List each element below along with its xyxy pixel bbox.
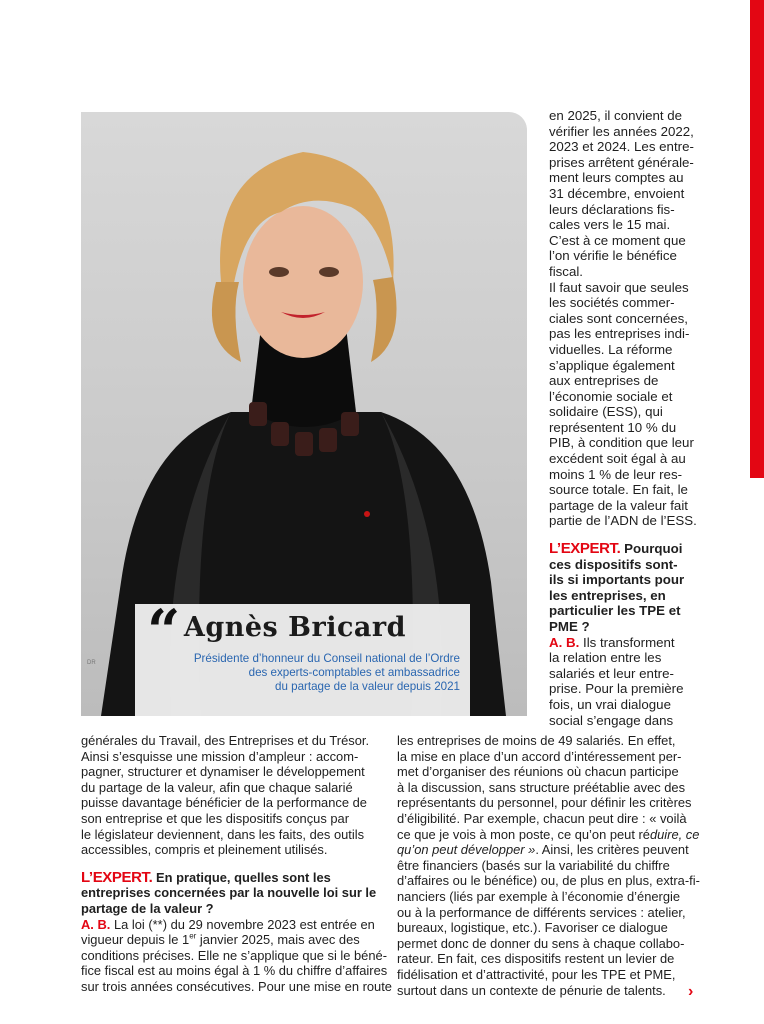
photo-caption <box>135 597 470 716</box>
text-line: surtout dans un contexte de pénurie de talents. <box>397 982 666 998</box>
text-line: fidélisation et d’attractivité, pour les TPE et PME, <box>397 966 676 982</box>
question-line: particulier les TPE et <box>549 603 681 619</box>
answer-line: fice fiscal est au moins égal à 1 % du chiffre d’affaires <box>81 963 388 979</box>
text-line: partage de la valeur fait <box>549 497 688 513</box>
text-line: PIB, à condition que leur <box>549 435 694 451</box>
text-line: leurs déclarations fis- <box>549 201 675 217</box>
text-line: d’affaires ou le bénéfice) ou, de plus en plus, extra-fi- <box>397 873 700 889</box>
text-line: vérifier les années 2022, <box>549 123 694 139</box>
question-line: ils si importants pour <box>549 572 685 588</box>
question-line: ces dispositifs sont- <box>549 556 678 572</box>
left-column <box>81 733 392 995</box>
text-line: l’on vérifie le bénéfice <box>549 248 677 264</box>
text-line: ment leurs comptes au <box>549 170 684 186</box>
text-line: rateur. En fait, ces dispositifs restent un levier de <box>397 951 675 967</box>
answer-initials: A. B. <box>81 916 111 932</box>
photo-credit: DR <box>87 660 96 666</box>
text-line: excédent soit égal à au <box>549 451 686 467</box>
answer-line: A. B. Ils transforment <box>549 634 675 650</box>
text-line: fiscal. <box>549 263 583 279</box>
text-line: en 2025, il convient de <box>549 108 683 123</box>
text-line: solidaire (ESS), qui <box>549 404 663 420</box>
answer-line: salariés et leur entre- <box>549 665 674 681</box>
answer-line: conditions précises. Elle ne s’applique que si le béné- <box>81 947 387 963</box>
text-line: les sociétés commer- <box>549 295 675 311</box>
middle-column <box>397 733 700 998</box>
next-page-icon[interactable]: › <box>688 983 694 1000</box>
answer-line: A. B. La loi (**) du 29 novembre 2023 est entrée en <box>81 916 375 932</box>
expert-label: L’EXPERT. <box>549 540 621 558</box>
section-color-bar <box>750 0 764 478</box>
answer-line: social s’engage dans <box>549 712 674 728</box>
expert-question: L’EXPERT. Pourquoi <box>549 540 683 558</box>
text-line: être financiers (basés sur la variabilité du chiffre <box>397 857 670 873</box>
right-column <box>549 108 697 728</box>
text-line: d’éligibilité. Par exemple, chacun peut dire : « voilà <box>397 810 687 826</box>
text-line: C’est à ce moment que <box>549 232 686 248</box>
answer-line: sur trois années consécutives. Pour une mise en route <box>81 978 392 994</box>
text-line: les entreprises de moins de 49 salariés. En effet, <box>397 733 676 748</box>
text-line: le législateur deviennent, dans les faits, des outils <box>81 826 365 842</box>
text-line: ce que je vois à mon poste, ce qu’on peut réduire, ce <box>397 826 700 842</box>
question-line: partage de la valeur ? <box>81 900 214 916</box>
text-line: son entreprise et que les dispositifs conçus par <box>81 810 349 826</box>
question-line: PME ? <box>549 619 590 634</box>
text-line: bureaux, logistique, etc.). Favoriser ce dialogue <box>397 920 668 936</box>
text-line: représentants du personnel, pour définir les critères <box>397 795 692 811</box>
text-line: 31 décembre, envoient <box>549 185 685 201</box>
answer-line: prise. Pour la première <box>549 681 684 697</box>
text-line: cales vers le 15 mai. <box>549 217 671 233</box>
quote-mark-icon: “ <box>147 597 181 665</box>
answer-initials: A. B. <box>549 634 580 650</box>
question-line: les entreprises, en <box>549 587 666 603</box>
text-line: moins 1 % de leur res- <box>549 466 683 482</box>
text-line: prises arrêtent générale- <box>549 154 694 170</box>
text-line: Ainsi s’esquisse une mission d’ampleur : accom- <box>81 748 359 764</box>
text-line: qu’on peut développer ». Ainsi, les critères peuvent <box>397 842 689 858</box>
text-line: l’économie sociale et <box>549 388 673 404</box>
text-line: viduelles. La réforme <box>549 341 673 357</box>
answer-line: la relation entre les <box>549 650 662 666</box>
text-line: 2023 et 2024. Les entre- <box>549 139 694 155</box>
text-line: aux entreprises de <box>549 373 659 389</box>
text-line: Il faut savoir que seules <box>549 279 689 295</box>
text-line: permet donc de donner du sens à chaque collabo- <box>397 935 685 951</box>
text-line: puisse davantage bénéficier de la performance de <box>81 795 367 811</box>
expert-question: L’EXPERT. En pratique, quelles sont les <box>81 868 331 886</box>
text-line: pas les entreprises indi- <box>549 326 690 342</box>
person-name: Agnès Bricard <box>183 612 406 643</box>
text-line: accessibles, compris et pleinement utilisés. <box>81 842 328 858</box>
text-line: source totale. En fait, le <box>549 482 688 498</box>
person-role: Présidente d’honneur du Conseil national de l’Ordre des experts-comptables et ambassadrice du partage de la valeur depuis 2021 <box>193 652 460 693</box>
text-line: s’applique également <box>549 357 675 373</box>
text-line: ou à la performance de différents services : atelier, <box>397 904 686 920</box>
text-line: ciales sont concernées, <box>549 310 688 326</box>
text-line: la mise en place d’un accord d’intéressement per- <box>397 748 682 764</box>
text-line: nanciers (liés par exemple à l’économie d’énergie <box>397 888 681 904</box>
text-line: générales du Travail, des Entreprises et du Trésor. <box>81 733 370 748</box>
text-line: à la discussion, sans structure préétablie avec des <box>397 779 686 795</box>
text-line: du partage de la valeur, afin que chaque salarié <box>81 779 353 795</box>
text-line: met d’organiser des réunions où chacun participe <box>397 764 679 780</box>
answer-line: fois, un vrai dialogue <box>549 696 671 712</box>
text-line: représentent 10 % du <box>549 419 677 435</box>
expert-label: L’EXPERT. <box>81 868 153 886</box>
question-line: entreprises concernées par la nouvelle loi sur le <box>81 885 377 901</box>
answer-line: vigueur depuis le 1er janvier 2025, mais avec des <box>81 931 360 948</box>
text-line: partie de l’ADN de l’ESS. <box>549 513 697 529</box>
text-line: pagner, structurer et dynamiser le développement <box>81 764 365 780</box>
